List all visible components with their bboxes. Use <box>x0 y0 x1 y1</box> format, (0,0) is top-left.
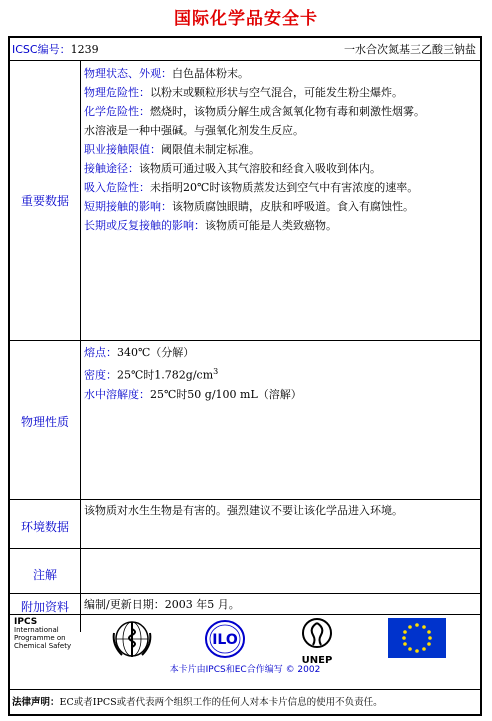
physical-line: 水中溶解度：25℃时50 g/100 mL（溶解） <box>84 387 302 401</box>
physical-line: 密度：25℃时$1.782g/cm^3$ <box>84 367 219 382</box>
divider <box>10 593 480 594</box>
unep-label: UNEP <box>301 655 333 666</box>
important-line: 水溶液是一种中强碱。与强氧化剂发生反应。 <box>84 124 304 137</box>
notes-label: 注解 <box>32 568 57 582</box>
eu-flag-icon <box>388 618 446 658</box>
svg-text:ILO: ILO <box>212 632 238 648</box>
physical-line: 熔点：340℃（分解） <box>84 346 195 359</box>
important-line: 物理状态、外观：白色晶体粉末。 <box>84 67 249 80</box>
icsc-number-block <box>12 41 99 57</box>
important-line: 长期或反复接触的影响：该物质可能是人类致癌物。 <box>84 219 337 232</box>
divider <box>10 499 480 500</box>
important-data-label: 重要数据 <box>20 194 69 208</box>
substance-name: 一水合次氮基三乙酸三钠盐 <box>344 43 476 56</box>
legal-text: EC或者IPCS或者代表两个组织工作的任何人对本卡片信息的使用不负责任。 <box>59 697 383 708</box>
legal-row <box>10 690 480 714</box>
environment-content: 该物质对水生生物是有害的。强烈建议不要让该化学品进入环境。 <box>84 504 403 517</box>
safety-card <box>8 36 482 716</box>
legal-notice <box>12 694 383 708</box>
important-line: 短期接触的影响：该物质腐蚀眼睛，皮肤和呼吸道。食入有腐蚀性。 <box>84 200 414 213</box>
important-line: 吸入危险性：未指明20℃时该物质蒸发达到空气中有害浓度的速率。 <box>84 181 419 194</box>
card-title: 国际化学品安全卡 <box>174 9 318 29</box>
additional-info-label: 附加资料 <box>20 600 69 614</box>
icsc-label: ICSC编号： <box>12 43 71 56</box>
ilo-logo-icon <box>203 619 247 659</box>
icsc-number: 1239 <box>70 43 99 56</box>
unep-logo-icon <box>295 617 339 653</box>
who-logo-icon <box>110 619 154 659</box>
header-row <box>10 38 480 60</box>
important-data-content <box>81 64 480 235</box>
credit-line: 本卡片由IPCS和EC合作编写 © 2002 <box>169 665 321 675</box>
physical-properties-content <box>81 343 480 404</box>
physical-properties-label: 物理性质 <box>20 415 69 429</box>
important-line: 化学危险性：燃烧时，该物质分解生成含氮氧化物有毒和刺激性烟雾。 <box>84 105 425 118</box>
legal-label: 法律声明： <box>12 697 60 708</box>
important-line: 接触途径：该物质可通过吸入其气溶胶和经食入吸收到体内。 <box>84 162 381 175</box>
ipcs-block: IPCS International Programme on Chemical Safety <box>14 617 72 650</box>
additional-info-content: 编制/更新日期：2003 年5 月。 <box>84 598 240 611</box>
divider <box>10 340 480 341</box>
important-line: 职业接触限值：阈限值未制定标准。 <box>84 143 260 156</box>
environment-label: 环境数据 <box>20 520 69 534</box>
divider <box>10 548 480 549</box>
important-line: 物理危险性：以粉末或颗粒形状与空气混合，可能发生粉尘爆炸。 <box>84 86 403 99</box>
logo-footer <box>10 615 480 685</box>
